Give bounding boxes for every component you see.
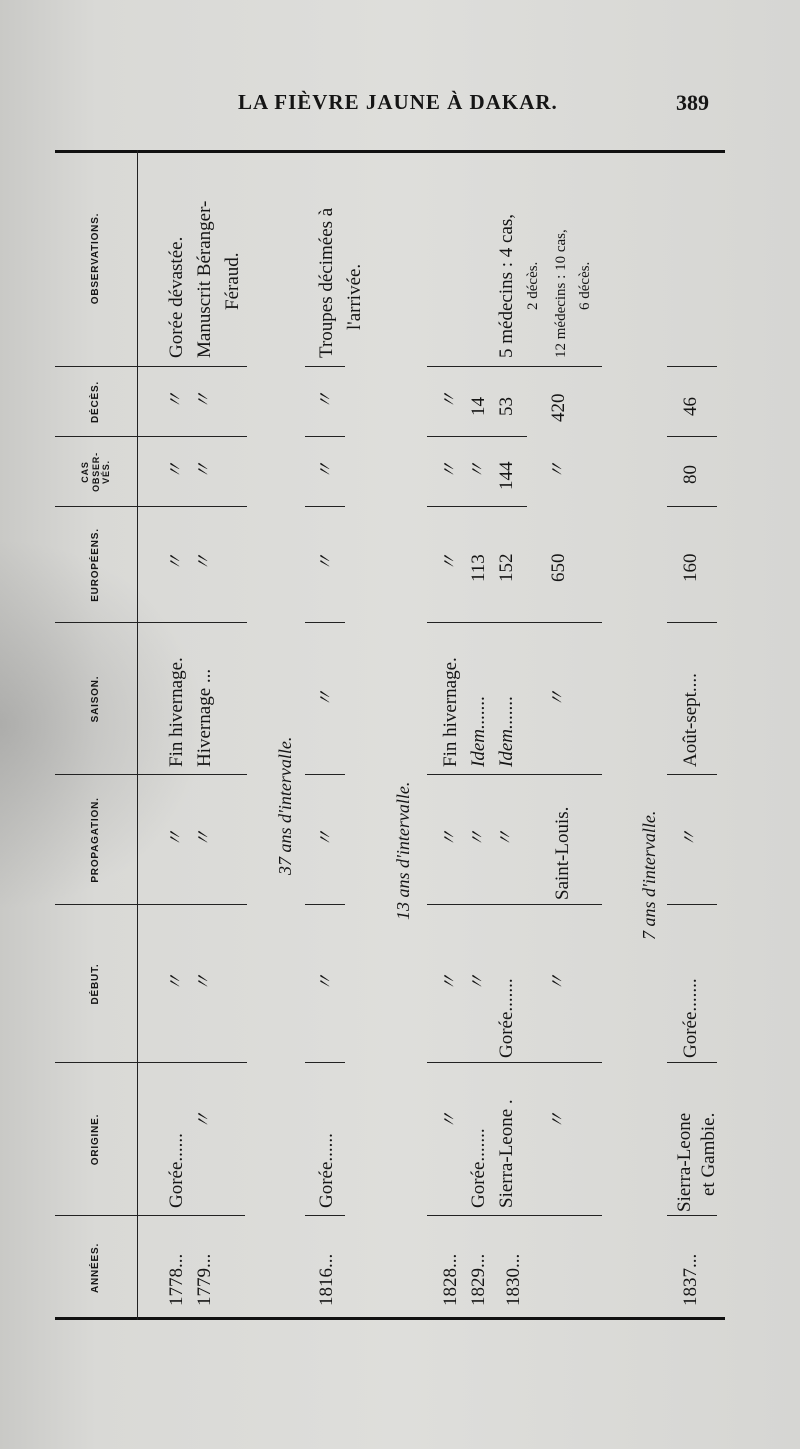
cell-origine: 〃 <box>548 1110 569 1130</box>
cell-annee: 1779... <box>194 1253 215 1306</box>
cell-observations: Féraud. <box>222 252 243 310</box>
cell-rule <box>305 506 345 507</box>
header-debut: DÉBUT. <box>90 963 102 1005</box>
header-annees: ANNÉES. <box>90 1242 102 1294</box>
cell-annee: 1828... <box>440 1253 461 1306</box>
running-title: LA FIÈVRE JAUNE À DAKAR. <box>238 90 558 114</box>
cell-rule <box>427 366 602 367</box>
cell-europeens: 〃 <box>316 552 337 572</box>
header-origine: ORIGINE. <box>90 1113 102 1166</box>
cell-debut: Gorée....... <box>680 978 701 1058</box>
cell-deces: 〃 <box>440 390 461 410</box>
cell-annee: 1830... <box>503 1253 524 1306</box>
cell-observations: Manuscrit Béranger- <box>194 200 215 358</box>
cell-origine: Gorée...... <box>166 1133 187 1208</box>
header-propagation: PROPAGATION. <box>90 797 102 883</box>
cell-deces: 420 <box>548 393 569 422</box>
cell-debut: 〃 <box>166 972 187 992</box>
header-observations: OBSERVATIONS. <box>90 212 102 305</box>
cell-rule <box>427 774 602 775</box>
page-number: 389 <box>676 90 709 115</box>
cell-saison: Août-sept.... <box>680 673 701 767</box>
cell-deces: 〃 <box>166 390 187 410</box>
cell-propagation: 〃 <box>440 828 461 848</box>
cell-debut: 〃 <box>194 972 215 992</box>
cell-origine: Sierra-Leone <box>674 1112 695 1212</box>
cell-propagation: 〃 <box>468 828 489 848</box>
cell-origine: et Gambie. <box>698 1112 719 1196</box>
cell-rule <box>667 436 717 437</box>
cell-europeens: 650 <box>548 553 569 582</box>
cell-saison: Fin hivernage. <box>440 657 461 767</box>
cell-rule <box>427 904 602 905</box>
cell-rule <box>305 622 345 623</box>
cell-debut: 〃 <box>548 972 569 992</box>
cell-observations: Gorée dévastée. <box>166 236 187 358</box>
cell-europeens: 〃 <box>194 552 215 572</box>
cell-rule <box>305 1215 345 1216</box>
cell-deces: 〃 <box>194 390 215 410</box>
cell-cas: 〃 <box>548 460 569 480</box>
cell-saison: 〃 <box>548 688 569 708</box>
cell-rule <box>427 436 527 437</box>
cell-annee: 1816... <box>316 1253 337 1306</box>
header-deces: DÉCÈS. <box>90 380 102 424</box>
cell-cas: 144 <box>496 461 517 490</box>
cell-rule <box>137 622 247 623</box>
cell-observations: 12 médecins : 10 cas, <box>553 229 569 358</box>
cell-rule <box>137 436 247 437</box>
cell-origine: 〃 <box>194 1110 215 1130</box>
cell-deces: 14 <box>468 397 489 416</box>
cell-cas: 〃 <box>166 460 187 480</box>
cell-rule <box>305 366 345 367</box>
cell-origine: Gorée....... <box>468 1128 489 1208</box>
cell-debut: 〃 <box>316 972 337 992</box>
cell-cas: 80 <box>680 465 701 484</box>
cell-origine: Gorée...... <box>316 1133 337 1208</box>
cell-rule <box>137 774 247 775</box>
cell-europeens: 113 <box>468 554 489 582</box>
cell-rule <box>137 904 247 905</box>
cell-observations: Troupes décimées à <box>316 207 337 358</box>
cell-rule <box>667 506 717 507</box>
cell-deces: 53 <box>496 397 517 416</box>
header-cas-observes: CAS OBSER-VÉS. <box>80 452 112 492</box>
cell-deces: 46 <box>680 397 701 416</box>
cell-saison: 〃 <box>316 688 337 708</box>
cell-propagation: Saint-Louis. <box>552 806 573 900</box>
header-saison: SAISON. <box>90 675 102 723</box>
cell-propagation: 〃 <box>194 828 215 848</box>
interval-note: 37 ans d'intervalle. <box>275 736 295 875</box>
cell-europeens: 152 <box>496 553 517 582</box>
cell-rule <box>667 1062 717 1063</box>
cell-rule <box>305 904 345 905</box>
table-frame <box>55 150 725 1320</box>
yellow-fever-table <box>55 150 725 1320</box>
cell-cas: 〃 <box>468 460 489 480</box>
cell-rule <box>137 366 247 367</box>
cell-debut: 〃 <box>440 972 461 992</box>
cell-propagation: 〃 <box>316 828 337 848</box>
cell-rule <box>667 1215 717 1216</box>
cell-rule <box>427 1062 602 1063</box>
cell-observations: 2 décès. <box>525 261 541 310</box>
cell-origine: Sierra-Leone . <box>496 1099 517 1208</box>
cell-annee: 1837... <box>680 1253 701 1306</box>
cell-saison: Idem....... <box>468 695 489 767</box>
cell-rule <box>137 506 247 507</box>
header-rule <box>137 150 138 1320</box>
cell-propagation: 〃 <box>166 828 187 848</box>
cell-cas: 〃 <box>316 460 337 480</box>
cell-propagation: 〃 <box>496 828 517 848</box>
cell-observations: 6 décès. <box>577 261 593 310</box>
cell-debut: 〃 <box>468 972 489 992</box>
cell-observations: l'arrivée. <box>344 263 365 330</box>
cell-debut: Gorée....... <box>496 978 517 1058</box>
interval-note: 13 ans d'intervalle. <box>393 781 413 920</box>
cell-deces: 〃 <box>316 390 337 410</box>
cell-annee: 1778... <box>166 1253 187 1306</box>
interval-note: 7 ans d'intervalle. <box>639 810 659 940</box>
cell-cas: 〃 <box>440 460 461 480</box>
cell-propagation: 〃 <box>680 828 701 848</box>
cell-observations: 5 médecins : 4 cas, <box>496 213 517 358</box>
cell-rule <box>137 1062 247 1063</box>
cell-rule <box>667 366 717 367</box>
cell-rule <box>667 774 717 775</box>
cell-rule <box>667 622 717 623</box>
cell-rule <box>305 774 345 775</box>
header-europeens: EUROPÉENS. <box>90 528 102 602</box>
cell-europeens: 〃 <box>166 552 187 572</box>
cell-rule <box>305 436 345 437</box>
cell-origine: 〃 <box>440 1110 461 1130</box>
cell-rule <box>427 506 527 507</box>
cell-rule <box>305 1062 345 1063</box>
cell-rule <box>427 622 602 623</box>
cell-europeens: 160 <box>680 553 701 582</box>
cell-europeens: 〃 <box>440 552 461 572</box>
cell-saison: Fin hivernage. <box>166 657 187 767</box>
cell-annee: 1829... <box>468 1253 489 1306</box>
cell-rule <box>667 904 717 905</box>
cell-cas: 〃 <box>194 460 215 480</box>
cell-rule <box>427 1215 602 1216</box>
cell-saison: Hivernage ... <box>194 668 215 767</box>
cell-saison: Idem....... <box>496 695 517 767</box>
